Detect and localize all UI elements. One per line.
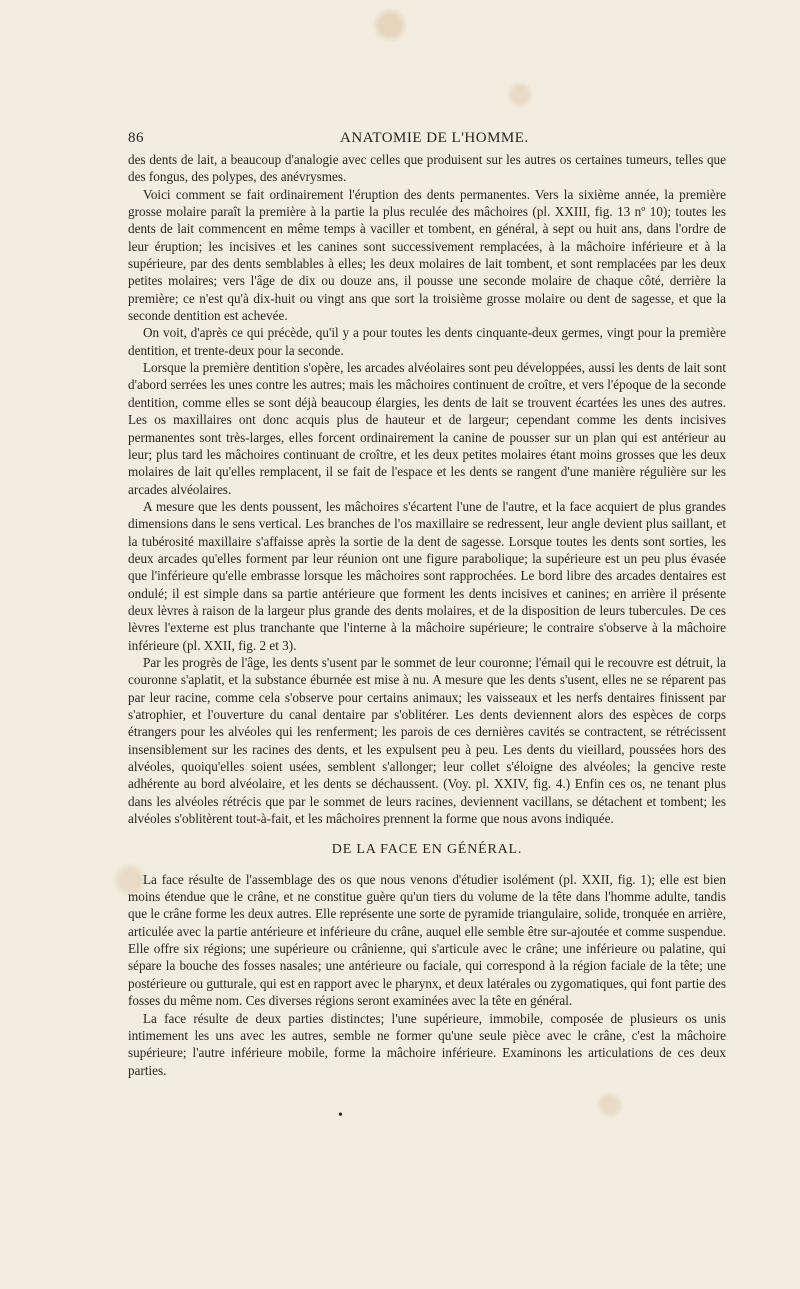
paragraph: Par les progrès de l'âge, les dents s'usent par le sommet de leur couronne; l'émail qui le recouvre est détruit, la couronne s'aplatit, et la substance éburnée est mise à nu. A mesure que les dents s'usent, elles ne se réparent pas par leur racine, comme cela s'observe pour certains animaux; les vaisseaux et les nerfs dentaires finissent par s'atrophier, et l'ouverture du canal dentaire par s'oblitérer. Les dents deviennent alors des espèces de corps étrangers pour les alvéoles qui les renferment; les parois de ces dernières cavités se contractent, se rétrécissent insensiblement sur les racines des dents, et les expulsent peu à peu. Les dents du vieillard, poussées hors des alvéoles, quoiqu'elles soient usées, semblent s'allonger; leur collet s'éloigne des alvéoles; la gencive reste adhérente au bord alvéolaire, et les dents se déchaussent. (Voy. pl. XXIV, fig. 4.) Enfin ces os, ne tenant plus dans les alvéoles rétrécis que par le sommet de leurs racines, deviennent vacillans, se détachent et tombent; les alvéoles s'oblitèrent tout-à-fait, et les mâchoires prennent la forme que nous avons indiquée. bbox=[128, 654, 726, 827]
paragraph: Lorsque la première dentition s'opère, les arcades alvéolaires sont peu développées, aussi les dents de lait sont d'abord serrées les unes contre les autres; mais les mâchoires continuent de croître, et vers l'époque de la seconde dentition, comme elles se sont déjà beaucoup élargies, les dents de lait se trouvent écartées les unes des autres. Les os maxillaires ont donc acquis plus de hauteur et de largeur; cependant comme les dents incisives permanentes sont très-larges, elles forcent ordinairement la canine de pousser sur un plan qui est antérieur au leur; plus tard les mâchoires continuant de croître, et les deux petites molaires étant moins grosses que les deux molaires de lait qu'elles remplacent, il se fait de l'espace et les dents se rangent d'une manière régulière sur les arcades alvéolaires. bbox=[128, 360, 726, 497]
paragraph: des dents de lait, a beaucoup d'analogie avec celles que produisent sur les autres os certaines tumeurs, telles que des fongus, des polypes, des anévrysmes. bbox=[128, 152, 726, 185]
paragraph: A mesure que les dents poussent, les mâchoires s'écartent l'une de l'autre, et la face acquiert de plus grandes dimensions dans le sens vertical. Les branches de l'os maxillaire se redressent, leur angle devient plus saillant, et la tubérosité maxillaire s'affaisse après la sortie de la dent de sagesse. Lorsque toutes les dents sont sorties, les deux arcades qu'elles forment par leur réunion ont une figure parabolique; la supérieure est un peu plus évasée que l'inférieure qu'elle embrasse lorsque les mâchoires sont rapprochées. Le bord libre des arcades dentaires est ondulé; il est simple dans sa partie antérieure que forment les dents incisives et canines; en arrière il présente deux lèvres à raison de la largeur plus grande des dents molaires, et de la disposition de leurs tubercules. De ces lèvres l'externe est plus tranchante que l'interne à la mâchoire supérieure; le contraire s'observe à la mâchoire inférieure (pl. XXII, fig. 2 et 3). bbox=[128, 498, 726, 653]
paragraph: La face résulte de l'assemblage des os que nous venons d'étudier isolément (pl. XXII, fig. 1); elle est bien moins étendue que le crâne, et ne constitue guère qu'un tiers du volume de la tête dans l'homme adulte, tandis que le crâne forme les deux autres. Elle représente une sorte de pyramide triangulaire, solide, tronquée en arrière, articulée avec la partie antérieure et inférieure du crâne, auquel elle semble être sur-ajoutée et comme suspendue. Elle offre six régions; une supérieure ou crânienne, qui s'articule avec le crâne; une inférieure ou palatine, qui sépare la bouche des fosses nasales; une antérieure ou faciale, qui correspond à la région faciale de la tête; une postérieure ou gutturale, qui est en rapport avec le pharynx, et deux latérales ou zygomatiques, qui font partie des fosses du même nom. Ces diverses régions seront examinées avec la tête en général. bbox=[128, 871, 726, 1009]
section-title: DE LA FACE EN GÉNÉRAL. bbox=[331, 842, 523, 858]
ink-dot: • bbox=[338, 1108, 343, 1123]
page-number: 86 bbox=[128, 130, 144, 146]
paragraph: Voici comment se fait ordinairement l'éruption des dents permanentes. Vers la sixième année, la première grosse molaire paraît la première à la partie la plus reculée des mâchoires (pl. XXIII, fig. 13 nº 10); toutes les dents de lait commencent en même temps à vaciller et tombent, en général, à sept ou huit ans, dans l'ordre de leur éruption; les incisives et les canines sont successivement remplacées, à la mâchoire inférieure et à la supérieure, par des dents semblables à elles; les deux molaires de lait tombent, et sont remplacées par les deux petites molaires; vers l'âge de dix ou douze ans, il pousse une seconde molaire de chaque côté, derrière la première; ce n'est qu'à dix-huit ou vingt ans que sort la troisième grosse molaire ou dent de sagesse, et que la seconde dentition est achevée. bbox=[128, 186, 726, 324]
running-title: ANATOMIE DE L'HOMME. bbox=[340, 130, 529, 146]
paragraph: On voit, d'après ce qui précède, qu'il y a pour toutes les dents cinquante-deux germes, vingt pour la première dentition, et trente-deux pour la seconde. bbox=[128, 325, 726, 358]
page-header bbox=[128, 130, 728, 150]
paragraph: La face résulte de deux parties distinctes; l'une supérieure, immobile, composée de plusieurs os unis intimement les uns avec les autres, semble ne former qu'une seule pièce avec le crâne, c'est la mâchoire supérieure; l'autre inférieure mobile, forme la mâchoire inférieure. Examinons les articulations de ces deux parties. bbox=[128, 1010, 726, 1078]
body-text bbox=[128, 151, 726, 1079]
